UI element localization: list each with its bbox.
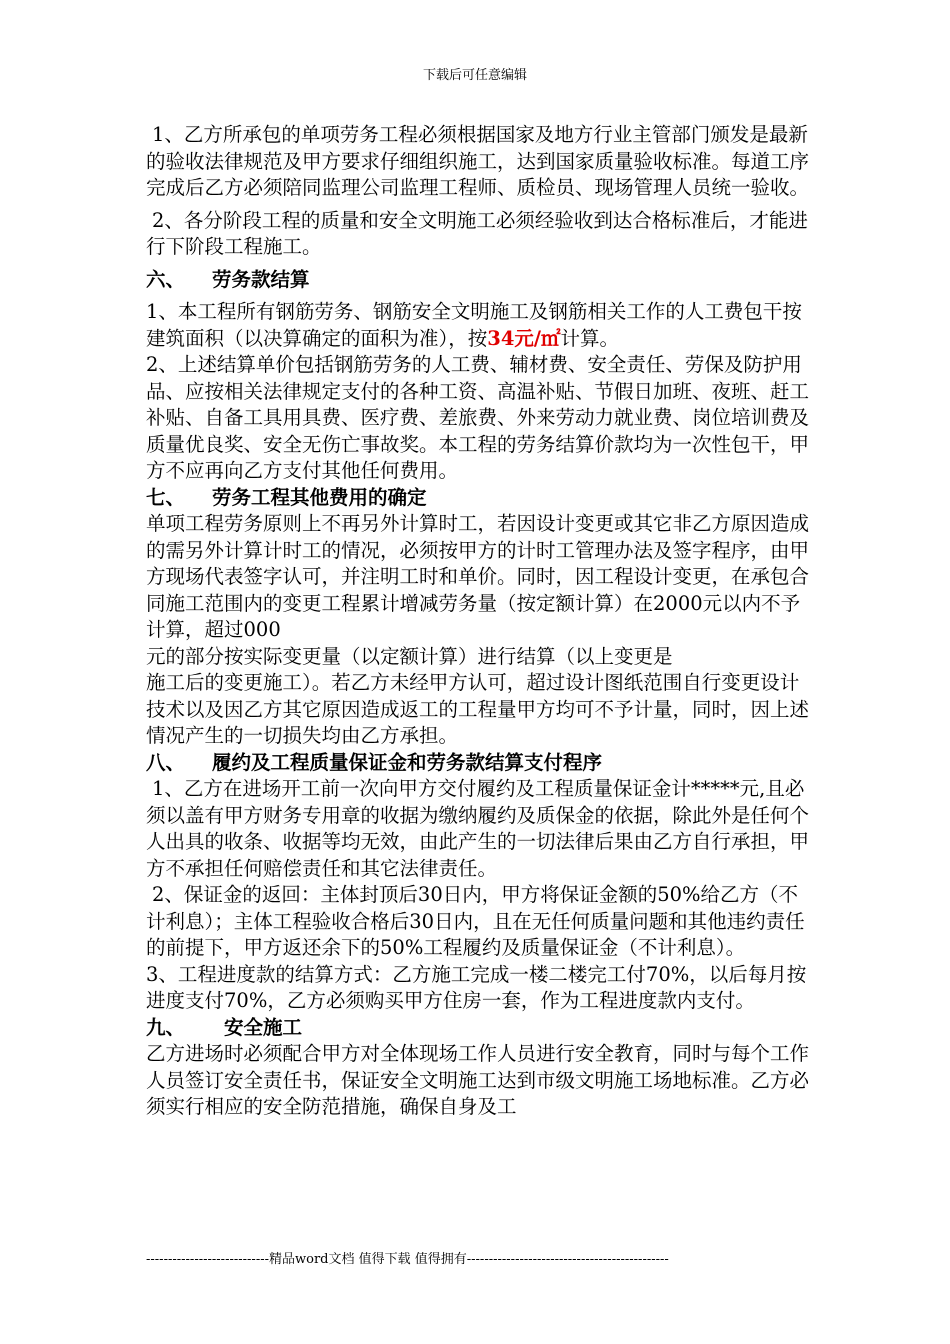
sec7-number: 七、 [146, 485, 186, 509]
sec5-paragraph-1: 1、乙方所承包的单项劳务工程必须根据国家及地方行业主管部门颁发是最新的验收法律规范及甲方要求仔细组织施工，达到国家质量验收标准。每道工序完成后乙方必须陪同监理公司监理工程师、质检员、现场管理人员统一验收。 [146, 123, 810, 199]
sec8-title: 履约及工程质量保证金和劳务款结算支付程序 [212, 750, 603, 774]
sec6-number: 六、 [146, 267, 186, 291]
sec7-paragraph-1: 单项工程劳务原则上不再另外计算时工，若因设计变更或其它非乙方原因造成的需另外计算计时工的情况，必须按甲方的计时工管理办法及签字程序，由甲方现场代表签字认可，并注明工时和单价。同时，因工程设计变更，在承包合同施工范围内的变更工程累计增减劳务量（按定额计算）在2000元以内不予计算，超过000 [146, 512, 810, 641]
page-footer: ----------------------------精品word文档 值得下载 值得拥有---------------------------------------------- [146, 1252, 669, 1267]
sec9-title: 安全施工 [224, 1015, 303, 1039]
sec6-heading [146, 267, 816, 294]
sec6-paragraph-2: 2、上述结算单价包括钢筋劳务的人工费、辅材费、安全责任、劳保及防护用品、应按相关法律规定支付的各种工资、高温补贴、节假日加班、夜班、赶工补贴、自备工具用具费、医疗费、差旅费、外来劳动力就业费、岗位培训费及质量优良奖、安全无伤亡事故奖。本工程的劳务结算价款均为一次性包干，甲方不应再向乙方支付其他任何费用。 [146, 353, 810, 482]
sec9-number: 九、 [146, 1015, 186, 1039]
sec6-title: 劳务款结算 [212, 267, 310, 291]
sec8-heading [146, 750, 816, 777]
document-body [146, 122, 816, 1121]
sec9-paragraph-1: 乙方进场时必须配合甲方对全体现场工作人员进行安全教育，同时与每个工作人员签订安全责任书，保证安全文明施工达到市级文明施工场地标准。乙方必须实行相应的安全防范措施，确保自身及工 [146, 1042, 810, 1118]
sec5-paragraph-2: 2、各分阶段工程的质量和安全文明施工必须经验收到达合格标准后，才能进行下阶段工程施工。 [146, 208, 808, 258]
sec9-heading [146, 1015, 816, 1042]
unit-price: 34元/㎡ [487, 326, 561, 350]
sec8-number: 八、 [146, 750, 186, 774]
sec7-heading [146, 485, 816, 512]
sec8-paragraph-4: 3、工程进度款的结算方式：乙方施工完成一楼二楼完工付70%，以后每月按进度支付70%，乙方必须购买甲方住房一套，作为工程进度款内支付。 [146, 962, 807, 1012]
sec7-paragraph-3: 施工后的变更施工）。若乙方未经甲方认可，超过设计图纸范围自行变更设计技术以及因乙方其它原因造成返工的工程量甲方均可不予计量，同时，因上述情况产生的一切损失均由乙方承担。 [146, 671, 810, 747]
sec8-paragraph-2: 2、保证金的返回：主体封顶后30日内，甲方将保证金额的50%给乙方（不 [152, 883, 799, 906]
sec7-paragraph-2: 元的部分按实际变更量（以定额计算）进行结算（以上变更是 [146, 644, 673, 668]
page-header: 下载后可任意编辑 [422, 68, 527, 83]
sec6-paragraph-1 [146, 299, 816, 352]
sec8-paragraph-3: 计利息）；主体工程验收合格后30日内，且在无任何质量问题和其他违约责任的前提下，甲方返还余下的50%工程履约及质量保证金（不计利息）。 [146, 909, 805, 959]
sec7-title: 劳务工程其他费用的确定 [212, 485, 427, 509]
sec6-p1-text: 1、本工程所有钢筋劳务、钢筋安全文明施工及钢筋相关工作的人工费包干按建筑面积（以决算确定的面积为准），按 [146, 300, 802, 350]
sec6-p1-end: 计算。 [560, 326, 620, 350]
sec8-paragraph-1: 1、乙方在进场开工前一次向甲方交付履约及工程质量保证金计*****元,且必须以盖有甲方财务专用章的收据为缴纳履约及质保金的依据，除此外是任何个人出具的收条、收据等均无效，由此产生的一切法律后果由乙方自行承担，甲方不承担任何赔偿责任和其它法律责任。 [146, 777, 810, 880]
